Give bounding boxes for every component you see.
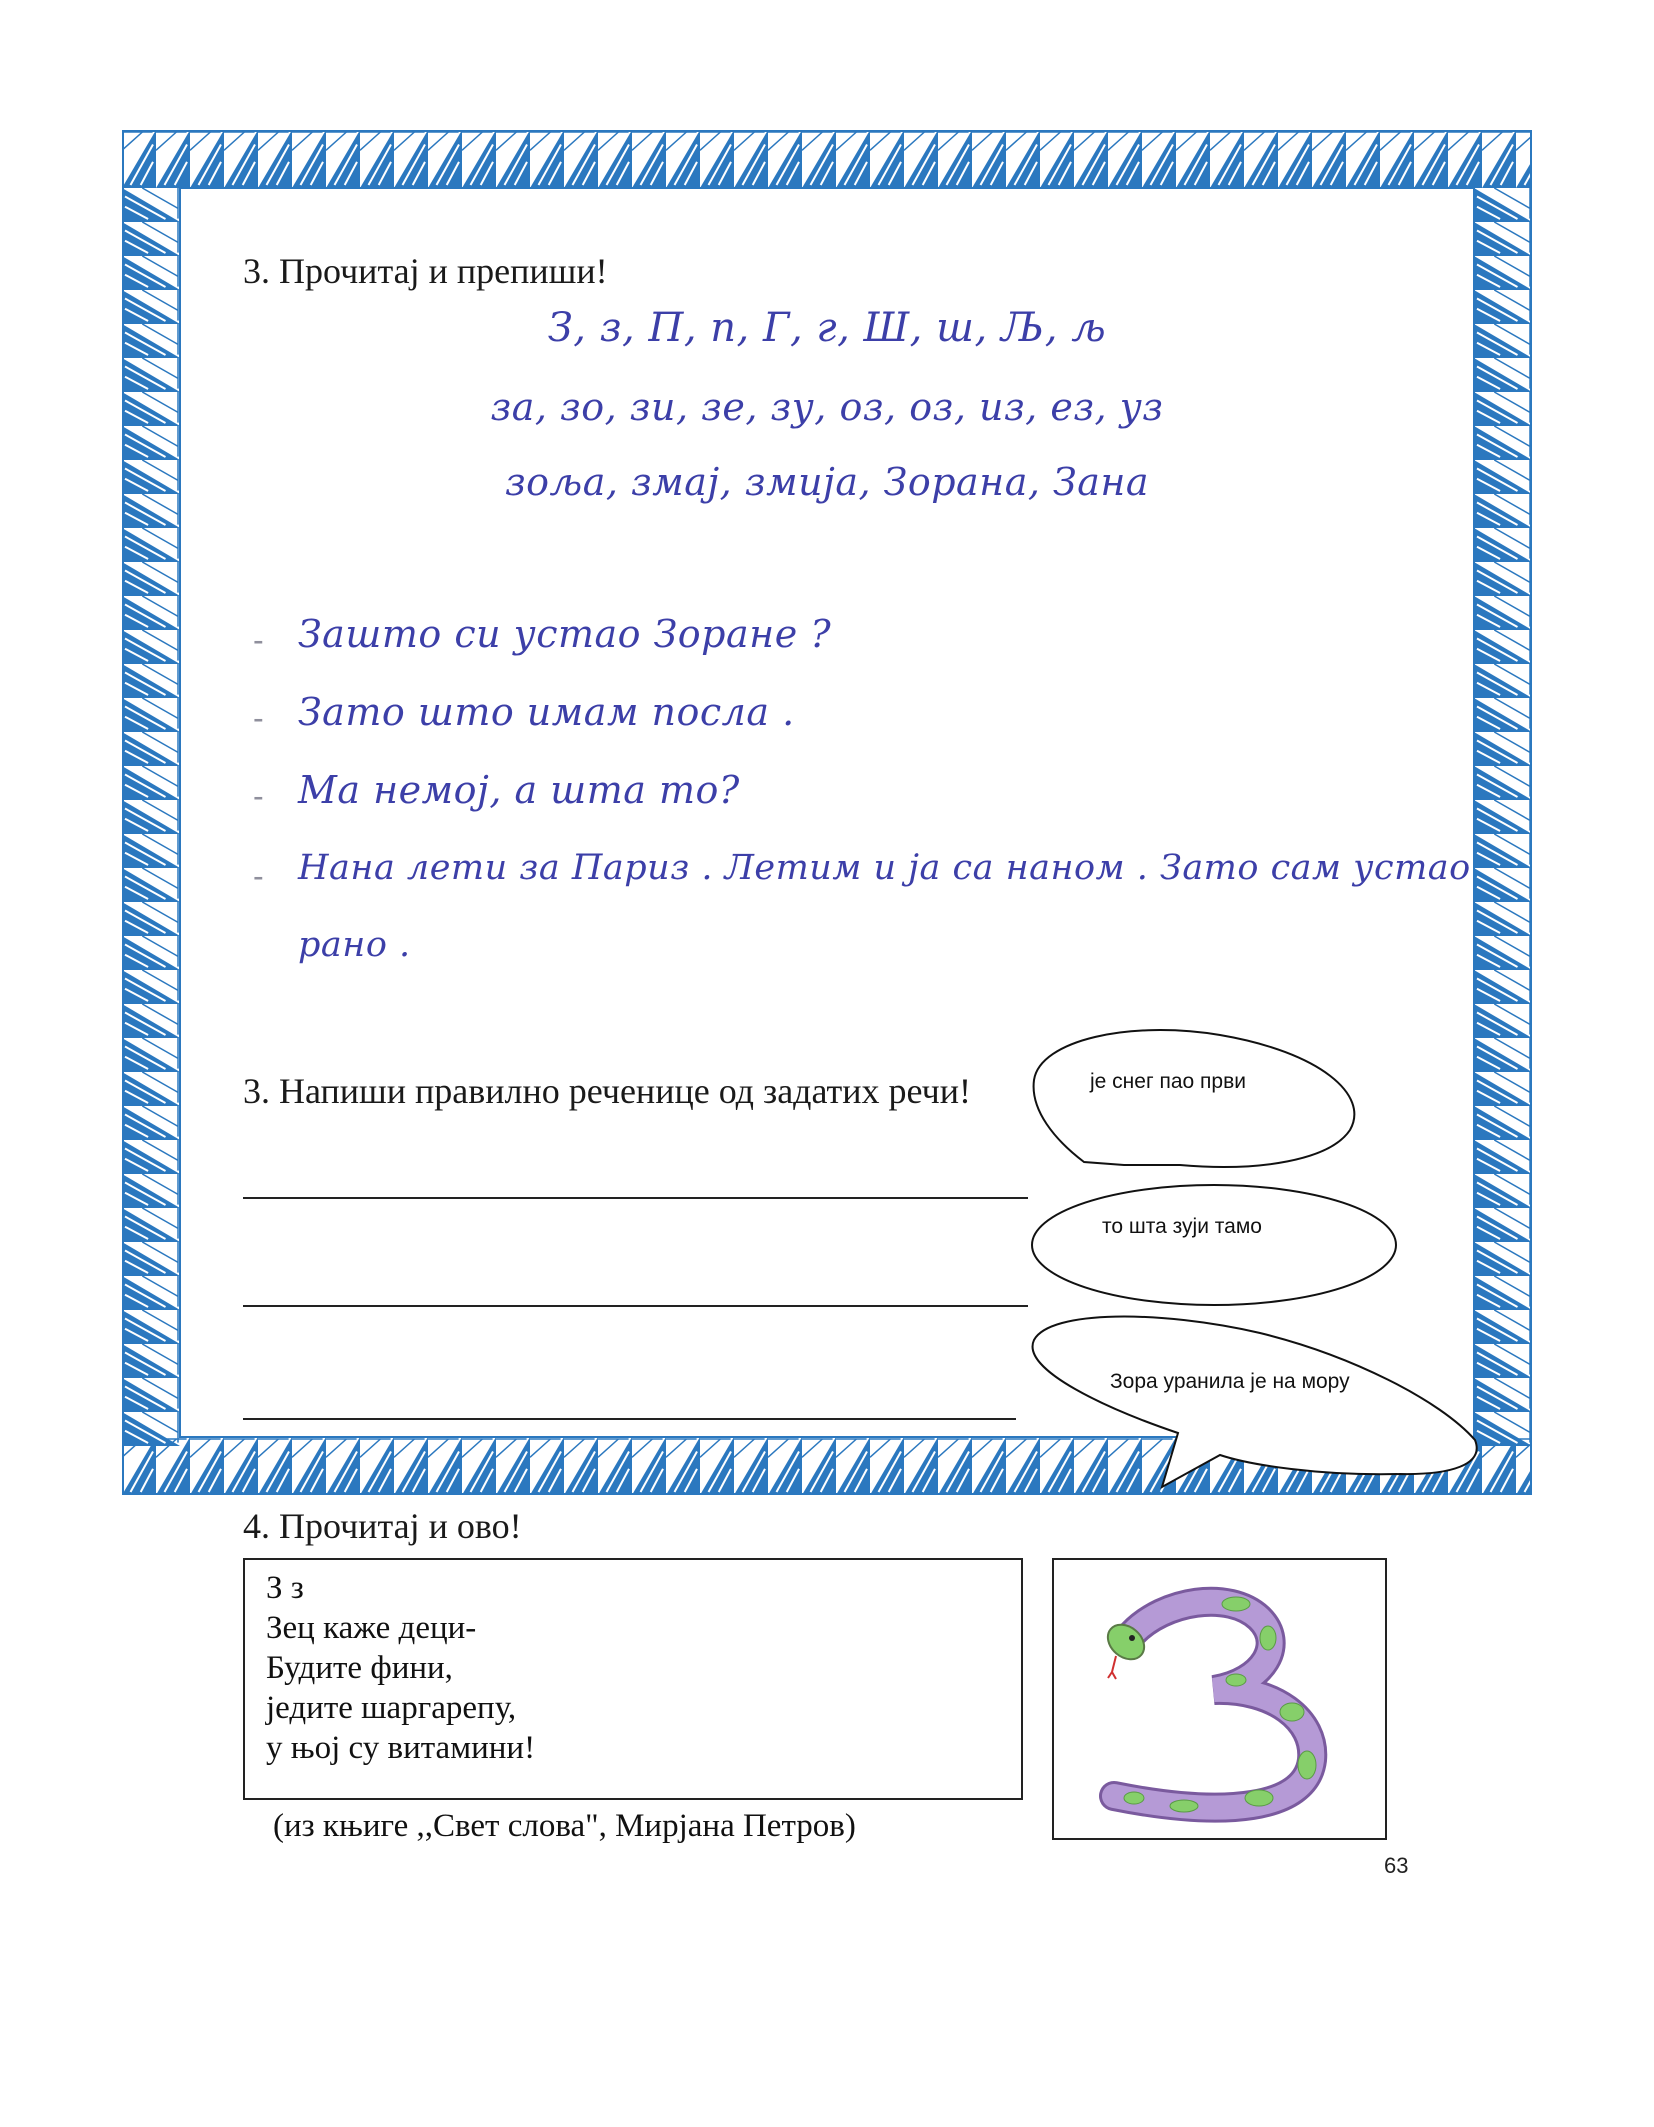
poem-line: једите шаргарепу, — [266, 1690, 517, 1726]
dialogue-dash: - — [253, 858, 264, 894]
dialogue-dash: - — [253, 778, 264, 814]
bubble-text-2: то шта зуји тамо — [1102, 1215, 1262, 1238]
dialogue-line-1: Зашто си устао Зоране ? — [298, 612, 832, 656]
speech-bubble-1 — [1034, 1030, 1355, 1167]
speech-bubble-3 — [1033, 1317, 1477, 1487]
poem-source: (из књиге ,,Свет слова", Мирјана Петров) — [273, 1808, 856, 1844]
copy-exercise-heading: 3. Прочитај и препиши! — [243, 251, 608, 291]
letters-line: З, з, П, п, Г, г, Ш, ш, Љ, љ — [547, 305, 1107, 351]
dialogue-line-3: Ма немој, а шта то? — [298, 768, 740, 812]
poem-line: у њој су витамини! — [266, 1730, 536, 1766]
dialogue-line-2: Зато што имам посла . — [298, 690, 795, 734]
dialogue-dash: - — [253, 700, 264, 736]
bubble-text-1: је снег пао први — [1090, 1070, 1246, 1093]
dialogue-dash: - — [253, 622, 264, 658]
read-exercise-heading: 4. Прочитај и ово! — [243, 1506, 522, 1546]
dialogue-line-4: Нана лети за Париз . Летим и ја са наном . Зато сам устао — [298, 848, 1471, 888]
speech-bubble-2 — [1032, 1185, 1396, 1305]
dialogue-line-4-cont: рано . — [298, 925, 411, 965]
poem-line: З з — [266, 1570, 304, 1606]
page-number: 63 — [1384, 1853, 1409, 1878]
poem-line: Будите фини, — [266, 1650, 453, 1686]
words-line: зољa, змај, змија, Зорана, Зана — [504, 460, 1150, 504]
syllables-line: за, зо, зи, зе, зу, оз, оз, из, ез, уз — [490, 385, 1164, 429]
bubble-text-3: Зора уранила је на мору — [1110, 1370, 1350, 1393]
snake-letter-z-icon — [1054, 1560, 1385, 1838]
poem-box — [243, 1558, 1023, 1844]
poem-line: Зец каже деци- — [266, 1610, 477, 1646]
sentences-exercise-heading: 3. Напиши правилно реченице од задатих речи! — [243, 1071, 971, 1111]
illustration-box — [1052, 1558, 1387, 1840]
